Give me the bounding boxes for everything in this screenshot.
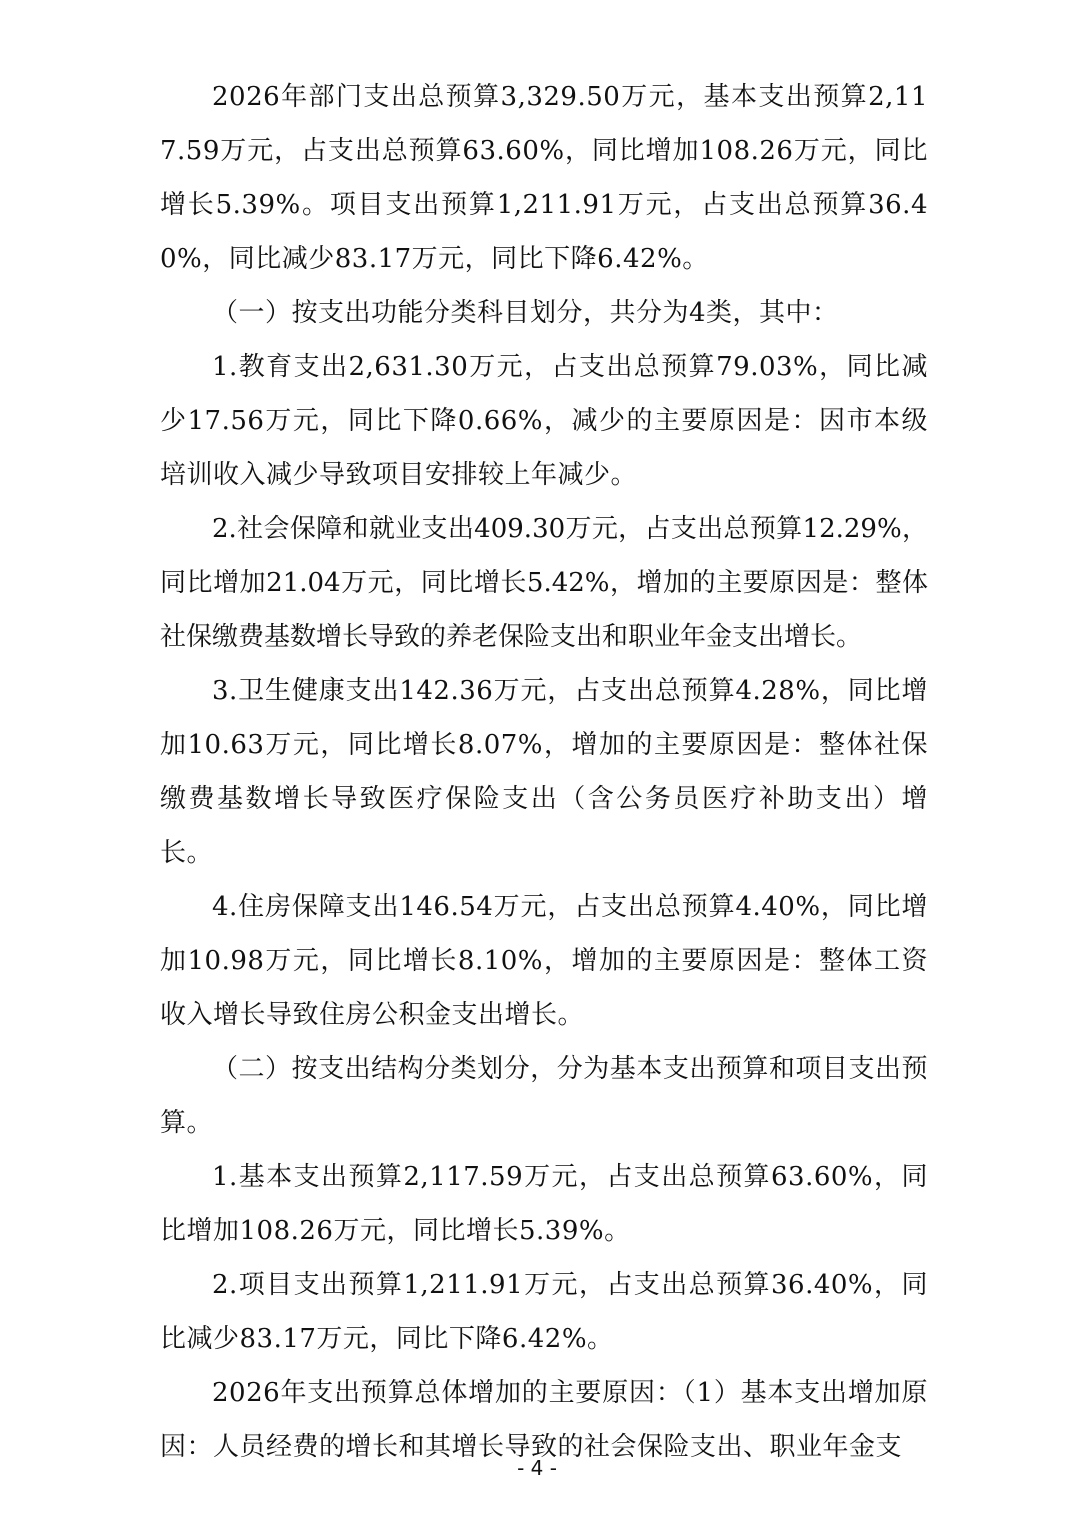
paragraph-social-security-expenditure: 2.社会保障和就业支出409.30万元，占支出总预算12.29%，同比增加21.04万元，同比增长5.42%，增加的主要原因是：整体社保缴费基数增长导致的养老保险支出和职业年金支出增长。 <box>160 514 928 652</box>
page-number: - 4 - <box>517 1456 557 1480</box>
paragraph-project-expenditure: 2.项目支出预算1,211.91万元，占支出总预算36.40%，同比减少83.17万元，同比下降6.42%。 <box>160 1270 928 1354</box>
paragraph-increase-reasons: 2026年支出预算总体增加的主要原因：（1）基本支出增加原因：人员经费的增长和其增长导致的社会保险支出、职业年金支 <box>160 1378 928 1462</box>
paragraph-structural-classification-heading: （二）按支出结构分类划分，分为基本支出预算和项目支出预算。 <box>160 1054 928 1138</box>
paragraph-education-expenditure: 1.教育支出2,631.30万元，占支出总预算79.03%，同比减少17.56万元，同比下降0.66%，减少的主要原因是：因市本级培训收入减少导致项目安排较上年减少。 <box>160 352 928 490</box>
paragraph-health-expenditure: 3.卫生健康支出142.36万元，占支出总预算4.28%，同比增加10.63万元，同比增长8.07%，增加的主要原因是：整体社保缴费基数增长导致医疗保险支出（含公务员医疗补助支出）增长。 <box>160 676 928 868</box>
paragraph-functional-classification-heading: （一）按支出功能分类科目划分，共分为4类，其中： <box>212 298 839 328</box>
paragraph-total-budget: 2026年部门支出总预算3,329.50万元，基本支出预算2,117.59万元，占支出总预算63.60%，同比增加108.26万元，同比增长5.39%。项目支出预算1,211.91万元，占支出总预算36.40%，同比减少83.17万元，同比下降6.42%。 <box>160 82 928 274</box>
paragraph-housing-expenditure: 4.住房保障支出146.54万元，占支出总预算4.40%，同比增加10.98万元，同比增长8.10%，增加的主要原因是：整体工资收入增长导致住房公积金支出增长。 <box>160 892 928 1030</box>
paragraph-basic-expenditure: 1.基本支出预算2,117.59万元，占支出总预算63.60%，同比增加108.26万元，同比增长5.39%。 <box>160 1162 928 1246</box>
body-text <box>160 70 928 1474</box>
